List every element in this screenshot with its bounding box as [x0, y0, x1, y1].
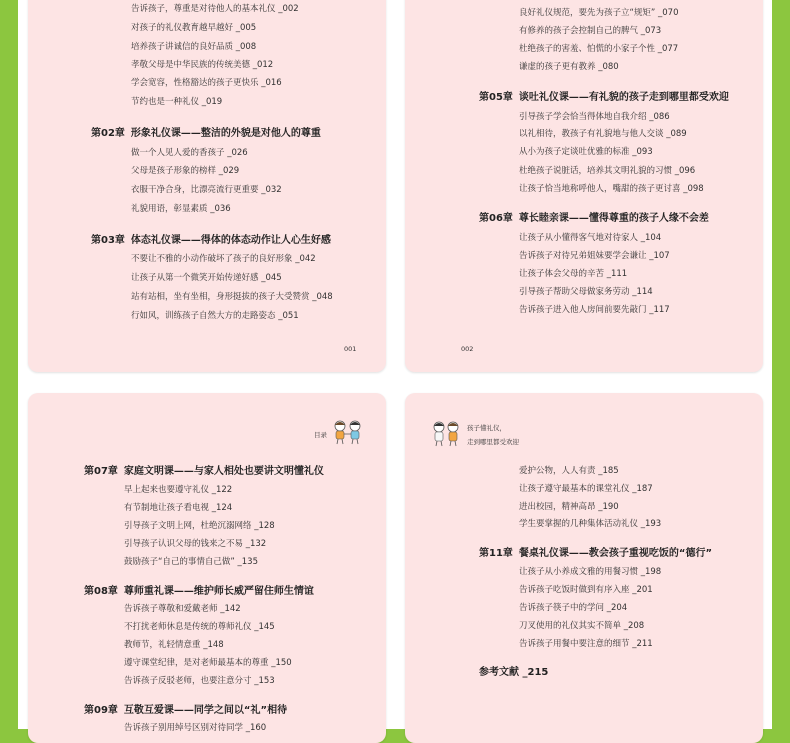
- children-illustration-icon: [331, 419, 365, 445]
- chapter-heading: 第05章 谈吐礼仪课——有礼貌的孩子走到哪里都受欢迎: [479, 92, 729, 103]
- toc-page-contents: [28, 393, 386, 743]
- toc-entry: 学会宽容，性格豁达的孩子更快乐 _016: [131, 78, 282, 88]
- running-header-subtitle: 走到哪里都受欢迎: [467, 438, 519, 446]
- toc-entry: 从小为孩子定谈吐优雅的标准 _093: [519, 147, 653, 157]
- toc-page-continued: [405, 393, 763, 743]
- toc-entry: 让孩子从小养成文雅的用餐习惯 _198: [519, 567, 662, 577]
- toc-entry: 遵守课堂纪律，是对老师最基本的尊重 _150: [124, 658, 292, 668]
- toc-entry: 有修养的孩子会控制自己的脾气 _073: [519, 26, 662, 36]
- chapter-heading: 第09章 互敬互爱课——同学之间以“礼”相待: [84, 705, 288, 716]
- toc-entry: 谦虚的孩子更有教养 _080: [519, 62, 619, 72]
- chapter-heading: 第02章 形象礼仪课——整洁的外貌是对他人的尊重: [91, 128, 321, 139]
- toc-entry: 让孩子从小懂得客气地对待家人 _104: [519, 233, 662, 243]
- toc-entry: 告诉孩子对待兄弟姐妹要学会谦让 _107: [519, 251, 670, 261]
- toc-entry: 让孩子恰当地称呼他人，嘴甜的孩子更讨喜 _098: [519, 184, 704, 194]
- running-header: 目录: [314, 431, 327, 439]
- toc-entry: 不要让不雅的小动作破坏了孩子的良好形象 _042: [131, 254, 316, 264]
- toc-entry: 引导孩子文明上网，杜绝沉溺网络 _128: [124, 521, 275, 531]
- toc-entry: 鼓励孩子“自己的事情自己做” _135: [124, 557, 258, 567]
- toc-entry: 节约也是一种礼仪 _019: [131, 97, 223, 107]
- toc-entry: 引导孩子认识父母的钱来之不易 _132: [124, 539, 267, 549]
- toc-entry: 进出校园，精神高昂 _190: [519, 502, 619, 512]
- toc-entry: 刀叉使用的礼仪其实不简单 _208: [519, 621, 645, 631]
- toc-entry: 让孩子从第一个微笑开始传递好感 _045: [131, 273, 282, 283]
- toc-entry: 引导孩子学会恰当得体地自我介绍 _086: [519, 112, 670, 122]
- toc-entry: 告诉孩子进入他人房间前要先敲门 _117: [519, 305, 670, 315]
- toc-entry: 早上起来也要遵守礼仪 _122: [124, 485, 233, 495]
- page-number: 002: [461, 345, 474, 353]
- chapter-heading: 第11章 餐桌礼仪课——教会孩子重视吃饭的“德行”: [479, 548, 713, 559]
- running-header-title: 孩子懂礼仪，: [467, 424, 506, 432]
- chapter-heading: 第08章 尊师重礼课——维护师长威严留住师生情谊: [84, 586, 314, 597]
- toc-entry: 行如风，训练孩子自然大方的走路姿态 _051: [131, 311, 299, 321]
- toc-page-001: [28, 0, 386, 372]
- toc-entry: 以礼相待，教孩子有礼貌地与他人交谈 _089: [519, 129, 687, 139]
- toc-entry: 不打扰老师休息是传统的尊师礼仪 _145: [124, 622, 275, 632]
- toc-entry: 告诉孩子用餐中要注意的细节 _211: [519, 639, 653, 649]
- toc-entry: 告诉孩子尊敬和爱戴老师 _142: [124, 604, 241, 614]
- page-number: 001: [344, 345, 357, 353]
- toc-entry: 爱护公物，人人有责 _185: [519, 466, 619, 476]
- toc-page-002: [405, 0, 763, 372]
- toc-entry: 有节制地让孩子看电视 _124: [124, 503, 233, 513]
- toc-entry: 告诉孩子，尊重是对待他人的基本礼仪 _002: [131, 4, 299, 14]
- references-entry: 参考文献 _215: [479, 667, 549, 678]
- toc-entry: 学生要掌握的几种集体活动礼仪 _193: [519, 519, 662, 529]
- toc-entry: 孝敬父母是中华民族的传统美德 _012: [131, 60, 274, 70]
- toc-entry: 让孩子遵守最基本的课堂礼仪 _187: [519, 484, 653, 494]
- toc-entry: 杜绝孩子说脏话，培养其文明礼貌的习惯 _096: [519, 166, 696, 176]
- toc-entry: 教师节，礼轻情意重 _148: [124, 640, 224, 650]
- chapter-heading: 第03章 体态礼仪课——得体的体态动作让人心生好感: [91, 235, 331, 246]
- toc-entry: 告诉孩子筷子中的学问 _204: [519, 603, 628, 613]
- book-spread: [18, 0, 772, 733]
- toc-entry: 引导孩子帮助父母做家务劳动 _114: [519, 287, 653, 297]
- toc-entry: 告诉孩子反驳老师，也要注意分寸 _153: [124, 676, 275, 686]
- toc-entry: 告诉孩子吃饭时做到有序入座 _201: [519, 585, 653, 595]
- toc-entry: 让孩子体会父母的辛苦 _111: [519, 269, 628, 279]
- toc-entry: 做一个人见人爱的香孩子 _026: [131, 148, 248, 158]
- chapter-heading: 第06章 尊长睦亲课——懂得尊重的孩子人缘不会差: [479, 213, 709, 224]
- toc-entry: 对孩子的礼仪教育越早越好 _005: [131, 23, 257, 33]
- toc-entry: 父母是孩子形象的榜样 _029: [131, 166, 240, 176]
- toc-entry: 站有站相，坐有坐相，身形挺拔的孩子大受赞赏 _048: [131, 292, 333, 302]
- chapter-heading: 第07章 家庭文明课——与家人相处也要讲文明懂礼仪: [84, 466, 324, 477]
- toc-entry: 告诉孩子别用绰号区别对待同学 _160: [124, 723, 267, 733]
- toc-entry: 礼貌用语，彰显素质 _036: [131, 204, 231, 214]
- toc-entry: 衣服干净合身，比漂亮流行更重要 _032: [131, 185, 282, 195]
- children-illustration-icon: [431, 419, 461, 447]
- toc-entry: 良好礼仪规范，要先为孩子立“规矩” _070: [519, 8, 679, 18]
- toc-entry: 培养孩子讲诚信的良好品质 _008: [131, 42, 257, 52]
- toc-entry: 杜绝孩子的害羞、怕慌的小家子个性 _077: [519, 44, 679, 54]
